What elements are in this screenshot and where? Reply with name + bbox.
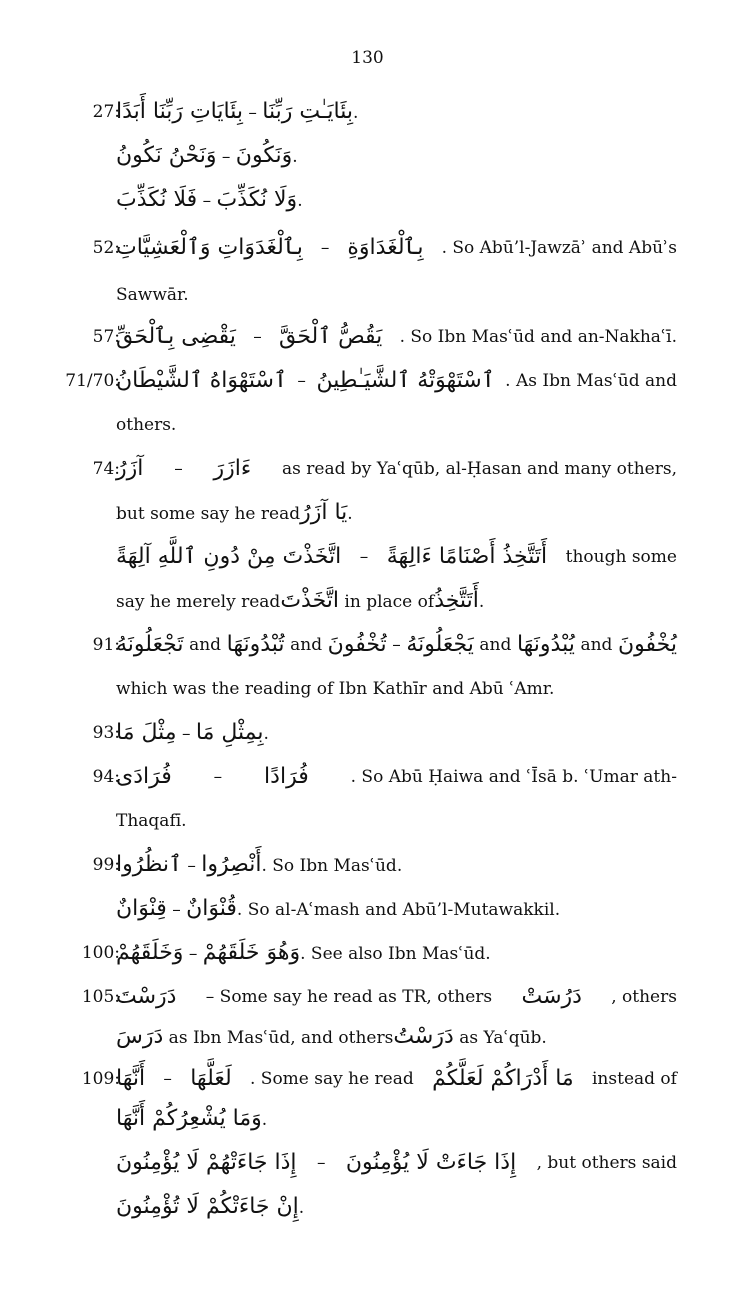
- arabic-reading: بِٱلْغَدَوَاتِ وَٱلْعَشِيَّاتِ: [116, 235, 303, 260]
- commentary-text: and: [580, 635, 613, 655]
- arabic-reading: دَرُسَتْ: [521, 984, 582, 1009]
- arabic-reading: تُخْفُونَ: [327, 632, 387, 657]
- arabic-reading: قُنْوَانٌ: [186, 896, 237, 921]
- arabic-reading: مِثْلَ مَا: [116, 720, 177, 745]
- separator: –: [216, 147, 236, 167]
- commentary-text: . Some say he read: [249, 1069, 414, 1089]
- line-content: [116, 361, 677, 401]
- text-line: [0, 449, 735, 489]
- commentary-text: as Ibn Masʿūd, and others: [163, 1028, 394, 1048]
- text-line: [0, 275, 735, 315]
- separator: –: [183, 944, 203, 964]
- separator: –: [174, 459, 183, 479]
- commentary-text: though some: [565, 547, 677, 567]
- arabic-reading: وَهُوَ خَلَقَهُمْ: [202, 940, 301, 965]
- text-line: [0, 801, 735, 841]
- commentary-text: .: [298, 1198, 305, 1218]
- line-content: [116, 889, 677, 930]
- text-line: [0, 361, 735, 401]
- commentary-text: which was the reading of Ibn Kathīr and Abū ʿAmr.: [116, 679, 555, 699]
- line-content: [116, 1187, 677, 1228]
- commentary-text: as Yaʿqūb.: [453, 1028, 547, 1048]
- commentary-text: , others: [611, 987, 677, 1007]
- commentary-text: – Some say he read as TR, others: [205, 987, 493, 1007]
- arabic-reading: وَنَكُونَ: [235, 143, 293, 168]
- arabic-reading: تَجْعَلُونَهُ: [116, 632, 184, 657]
- line-content: [116, 449, 677, 489]
- text-line: [0, 1099, 735, 1139]
- commentary-text: .: [297, 191, 303, 211]
- commentary-text: .: [263, 724, 269, 744]
- text-line: [0, 889, 735, 929]
- arabic-reading: ٱسْتَهْوَاهُ ٱلشَّيْطَانُ: [116, 368, 287, 393]
- line-content: [116, 228, 677, 268]
- arabic-reading: اتَّخَذْتَ: [280, 588, 340, 613]
- verse-number: 57:: [92, 327, 120, 347]
- text-line: [0, 317, 735, 357]
- text-line: [0, 180, 735, 220]
- text-line: [0, 92, 735, 132]
- separator: –: [181, 856, 202, 876]
- commentary-text: .: [292, 147, 298, 167]
- arabic-reading: بِئَايَـٰتِ رَبِّنَا: [262, 99, 354, 124]
- arabic-reading: وَمَا يُشْعِرُكُمْ أَنَّهَا: [116, 1106, 262, 1131]
- line-content: [116, 669, 677, 709]
- text-line: [0, 977, 735, 1017]
- commentary-text: instead of: [592, 1069, 677, 1089]
- commentary-text: in place of: [339, 592, 435, 612]
- arabic-reading: تُبْدُونَهَا: [226, 632, 285, 657]
- separator: –: [197, 191, 217, 211]
- text-line: [0, 1017, 735, 1057]
- arabic-reading: إِذَا جَاءَتْهُمْ لَا يُؤْمِنُونَ: [116, 1150, 297, 1175]
- commentary-text: .: [353, 103, 359, 123]
- arabic-reading: دَرَسْتَ: [116, 984, 177, 1009]
- arabic-reading: أَنْصِرُوا: [201, 852, 262, 877]
- arabic-reading: يُخْفُونَ: [617, 632, 677, 657]
- text-line: [0, 1187, 735, 1227]
- text-line: [0, 757, 735, 797]
- line-content: [116, 581, 677, 622]
- arabic-reading: ٱنظُرُوا: [116, 852, 182, 877]
- line-content: [116, 933, 677, 974]
- arabic-reading: أَنَّهَا: [116, 1066, 146, 1091]
- verse-number: 93:: [92, 723, 120, 743]
- separator: –: [242, 103, 263, 123]
- arabic-reading: أَتَتَّخِذُ: [434, 588, 479, 613]
- line-content: [116, 180, 677, 221]
- line-content: [116, 1143, 677, 1183]
- commentary-text: .: [347, 504, 353, 524]
- text-line: [0, 405, 735, 445]
- commentary-text: . See also Ibn Masʿūd.: [300, 944, 491, 964]
- text-line: [0, 1059, 735, 1099]
- commentary-text: . So Ibn Masʿūd.: [261, 856, 403, 876]
- arabic-reading: إِذَا جَاءَتْ لَا يُؤْمِنُونَ: [345, 1150, 517, 1175]
- line-content: [116, 92, 677, 133]
- line-content: [116, 493, 677, 534]
- page-number: 130: [351, 48, 384, 68]
- verse-number: 105:: [81, 987, 120, 1007]
- separator: –: [253, 327, 262, 347]
- arabic-reading: بِئَايَاتِ رَبِّنَا أَبَدًا: [116, 99, 243, 124]
- separator: –: [297, 371, 306, 391]
- text-line: [0, 625, 735, 665]
- commentary-text: –: [392, 635, 401, 655]
- arabic-reading: إِنْ جَاءَتْكُمْ لَا تُؤْمِنُونَ: [116, 1194, 299, 1219]
- separator: –: [359, 547, 369, 567]
- separator: –: [320, 238, 330, 258]
- commentary-text: others.: [116, 415, 177, 435]
- line-content: [116, 977, 677, 1017]
- verse-number: 71/70:: [65, 371, 120, 391]
- verse-number: 27:: [92, 102, 120, 122]
- commentary-text: and: [479, 635, 512, 655]
- arabic-reading: وَنَحْنُ نَكُونُ: [116, 143, 217, 168]
- verse-number: 109:: [81, 1069, 120, 1089]
- separator: –: [166, 900, 187, 920]
- separator: and: [189, 635, 222, 655]
- text-line: [0, 845, 735, 885]
- arabic-reading: آزَرُ: [116, 456, 144, 481]
- line-content: [116, 1017, 677, 1058]
- arabic-reading: ءَازَرَ: [213, 456, 252, 481]
- arabic-reading: دَرَسْتُ: [393, 1024, 454, 1049]
- line-content: [116, 317, 677, 357]
- commentary-text: but some say he read: [116, 504, 301, 524]
- arabic-reading: فَلَا نُكَذِّبَ: [116, 187, 198, 212]
- verse-number: 100:: [81, 943, 120, 963]
- arabic-reading: بِٱلْغَدَاوَةِ: [347, 235, 424, 260]
- verse-number: 99:: [92, 855, 120, 875]
- line-content: [116, 713, 677, 754]
- commentary-text: Thaqafī.: [116, 811, 187, 831]
- commentary-text: . As Ibn Masʿūd and: [505, 371, 677, 391]
- separator: –: [163, 1069, 172, 1089]
- line-content: [116, 1059, 677, 1099]
- line-content: [116, 275, 677, 315]
- text-line: [0, 581, 735, 621]
- arabic-reading: يَا آزَرُ: [300, 500, 348, 525]
- line-content: [116, 537, 677, 577]
- line-content: [116, 625, 677, 665]
- commentary-text: . So Abū’l-Jawzāʾ and Abūʾs: [441, 238, 677, 258]
- arabic-reading: يَقْضِى بِٱلْحَقِّ: [116, 324, 236, 349]
- separator: –: [316, 1153, 326, 1173]
- text-line: [0, 669, 735, 709]
- arabic-reading: وَخَلَقَهُمْ: [116, 940, 184, 965]
- arabic-reading: مَا أَدْرَاكُمْ لَعَلَّكُمْ: [432, 1066, 574, 1091]
- commentary-text: say he merely read: [116, 592, 281, 612]
- verse-number: 52:: [92, 238, 120, 258]
- commentary-text: as read by Yaʿqūb, al-Ḥasan and many others,: [282, 459, 677, 479]
- verse-number: 94:: [92, 767, 120, 787]
- line-content: [116, 1099, 677, 1140]
- arabic-reading: بِمِثْلِ مَا: [195, 720, 264, 745]
- text-line: [0, 136, 735, 176]
- arabic-reading: يَجْعَلُونَهُ: [406, 632, 474, 657]
- commentary-text: .: [478, 592, 485, 612]
- commentary-text: and: [290, 635, 323, 655]
- arabic-reading: يَقُصُّ ٱلْحَقَّ: [278, 324, 383, 349]
- line-content: [116, 845, 677, 886]
- line-content: [116, 405, 677, 445]
- verse-number: 74:: [92, 459, 120, 479]
- separator: –: [213, 767, 223, 787]
- commentary-text: , but others said: [536, 1153, 677, 1173]
- separator: –: [176, 724, 196, 744]
- arabic-reading: أَتَتَّخِذُ أَصْنَامًا ءَالِهَةً: [386, 544, 548, 569]
- commentary-text: Sawwār.: [116, 285, 189, 305]
- arabic-reading: يُبْدُونَهَا: [516, 632, 575, 657]
- arabic-reading: دَرَسَ: [116, 1024, 164, 1049]
- arabic-reading: فُرَادَى: [116, 764, 172, 789]
- text-line: [0, 228, 735, 268]
- commentary-text: . So Abū Ḥaiwa and ʿĪsā b. ʿUmar ath-: [350, 767, 677, 787]
- commentary-text: . So al-Aʿmash and Abū’l-Mutawakkil.: [236, 900, 561, 920]
- text-line: [0, 713, 735, 753]
- arabic-reading: ٱسْتَهْوَتْهُ ٱلشَّيَـٰطِينُ: [316, 368, 495, 393]
- text-line: [0, 537, 735, 577]
- line-content: [116, 136, 677, 177]
- line-content: [116, 757, 677, 797]
- arabic-reading: اتَّخَذْتَ مِنْ دُونِ ٱللَّهِ آلِهَةً: [116, 544, 342, 569]
- line-content: [116, 801, 677, 841]
- arabic-reading: لَعَلَّهَا: [190, 1066, 232, 1091]
- commentary-text: .: [261, 1110, 268, 1130]
- text-line: [0, 933, 735, 973]
- text-line: [0, 1143, 735, 1183]
- text-line: [0, 493, 735, 533]
- arabic-reading: قِنْوَانٌ: [116, 896, 167, 921]
- arabic-reading: وَلَا نُكَذِّبَ: [216, 187, 298, 212]
- arabic-reading: فُرَادًا: [264, 764, 309, 789]
- verse-number: 91:: [92, 635, 120, 655]
- commentary-text: . So Ibn Masʿūd and an-Nakhaʿī.: [399, 327, 677, 347]
